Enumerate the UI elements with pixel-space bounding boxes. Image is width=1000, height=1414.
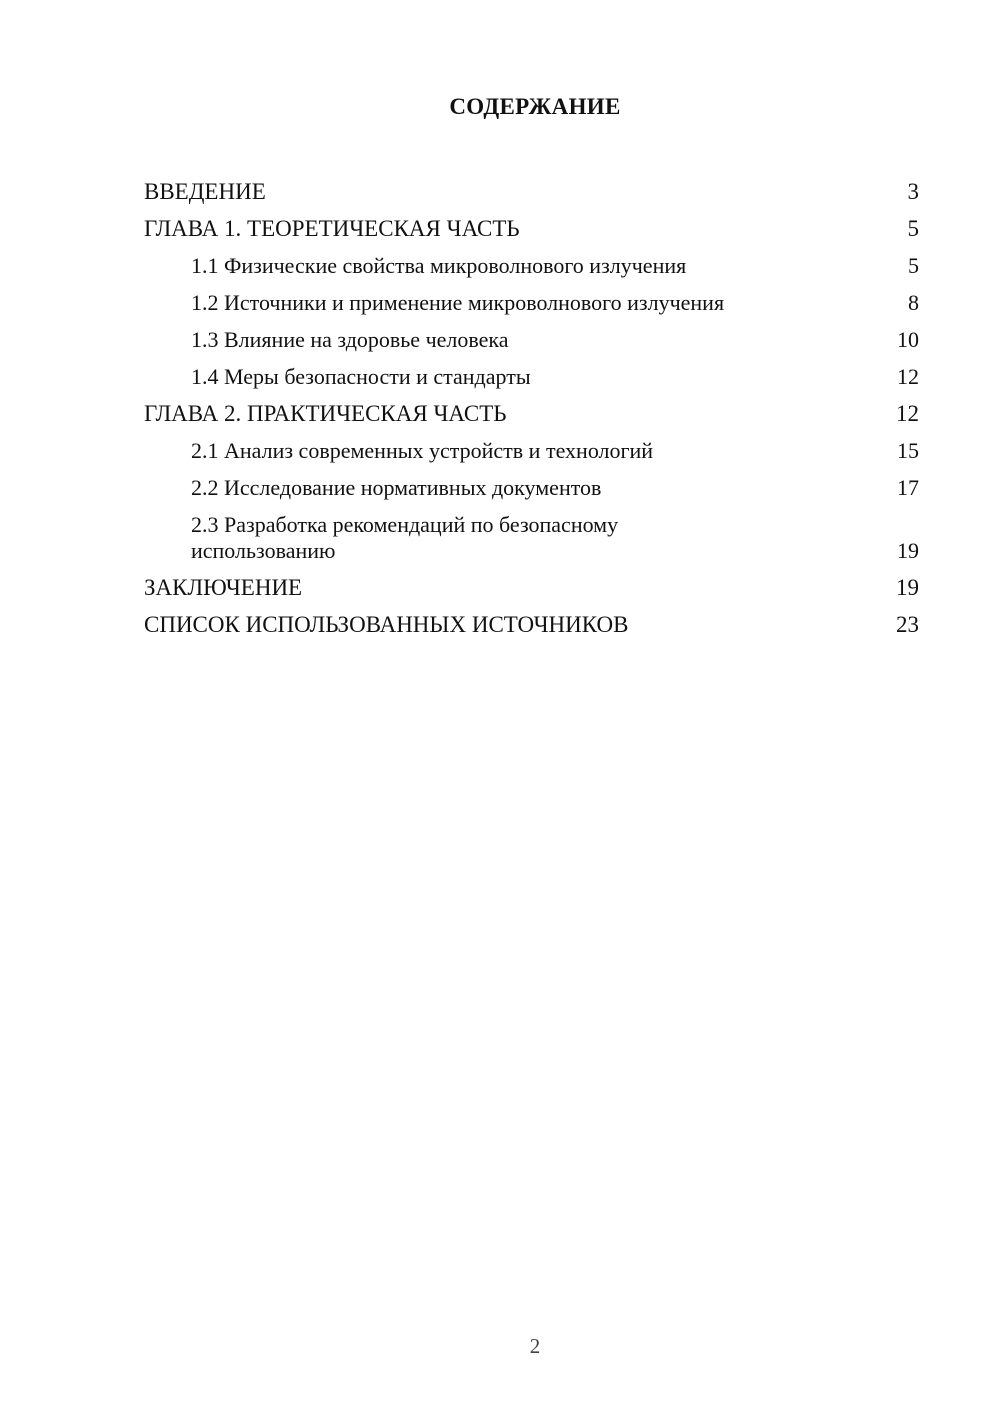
toc-entry-chapter-1 [144,205,919,242]
toc-entry-references [144,601,919,638]
toc-entry-text: 1.3 Влияние на здоровье человека [191,327,509,352]
toc-entry-conclusion [144,564,919,601]
toc-entry-page: 3 [907,179,919,204]
toc-entry-text: ВВЕДЕНИЕ [144,179,266,204]
toc-list [144,168,919,638]
toc-entry-text: 2.2 Исследование нормативных документов [191,475,602,500]
toc-entry-page: 8 [908,290,919,315]
toc-entry-section-2-1 [144,427,919,464]
toc-entry-page: 23 [896,612,919,637]
toc-entry-page: 19 [897,538,919,563]
toc-entry-page: 17 [897,475,919,500]
toc-entry-text: ЗАКЛЮЧЕНИЕ [144,575,303,600]
toc-entry-chapter-2 [144,390,919,427]
toc-entry-section-2-2 [144,464,919,501]
toc-entry-introduction [144,168,919,205]
toc-entry-text: 1.1 Физические свойства микроволнового излучения [191,253,687,278]
toc-entry-section-1-4 [144,353,919,390]
toc-entry-text: 1.2 Источники и применение микроволнового излучения [191,290,725,315]
toc-entry-section-1-2 [144,279,919,316]
toc-entry-page: 19 [896,575,919,600]
toc-entry-text: ГЛАВА 1. ТЕОРЕТИЧЕСКАЯ ЧАСТЬ [144,216,520,241]
toc-title: СОДЕРЖАНИЕ [449,94,621,119]
toc-entry-page: 12 [897,364,919,389]
toc-entry-text: 2.3 Разработка рекомендаций по безопасному использованию [191,512,619,563]
toc-entry-section-1-3 [144,316,919,353]
toc-entry-section-2-3 [144,501,919,564]
toc-entry-page: 10 [897,327,919,352]
toc-entry-page: 15 [897,438,919,463]
toc-entry-text: 2.1 Анализ современных устройств и технологий [191,438,654,463]
toc-entry-page: 5 [907,216,919,241]
toc-entry-text: ГЛАВА 2. ПРАКТИЧЕСКАЯ ЧАСТЬ [144,401,507,426]
page-number: 2 [529,1334,541,1358]
toc-entry-page: 5 [908,253,919,278]
toc-entry-text: СПИСОК ИСПОЛЬЗОВАННЫХ ИСТОЧНИКОВ [144,612,629,637]
toc-entry-text: 1.4 Меры безопасности и стандарты [191,364,531,389]
toc-entry-section-1-1 [144,242,919,279]
toc-entry-page: 12 [896,401,919,426]
